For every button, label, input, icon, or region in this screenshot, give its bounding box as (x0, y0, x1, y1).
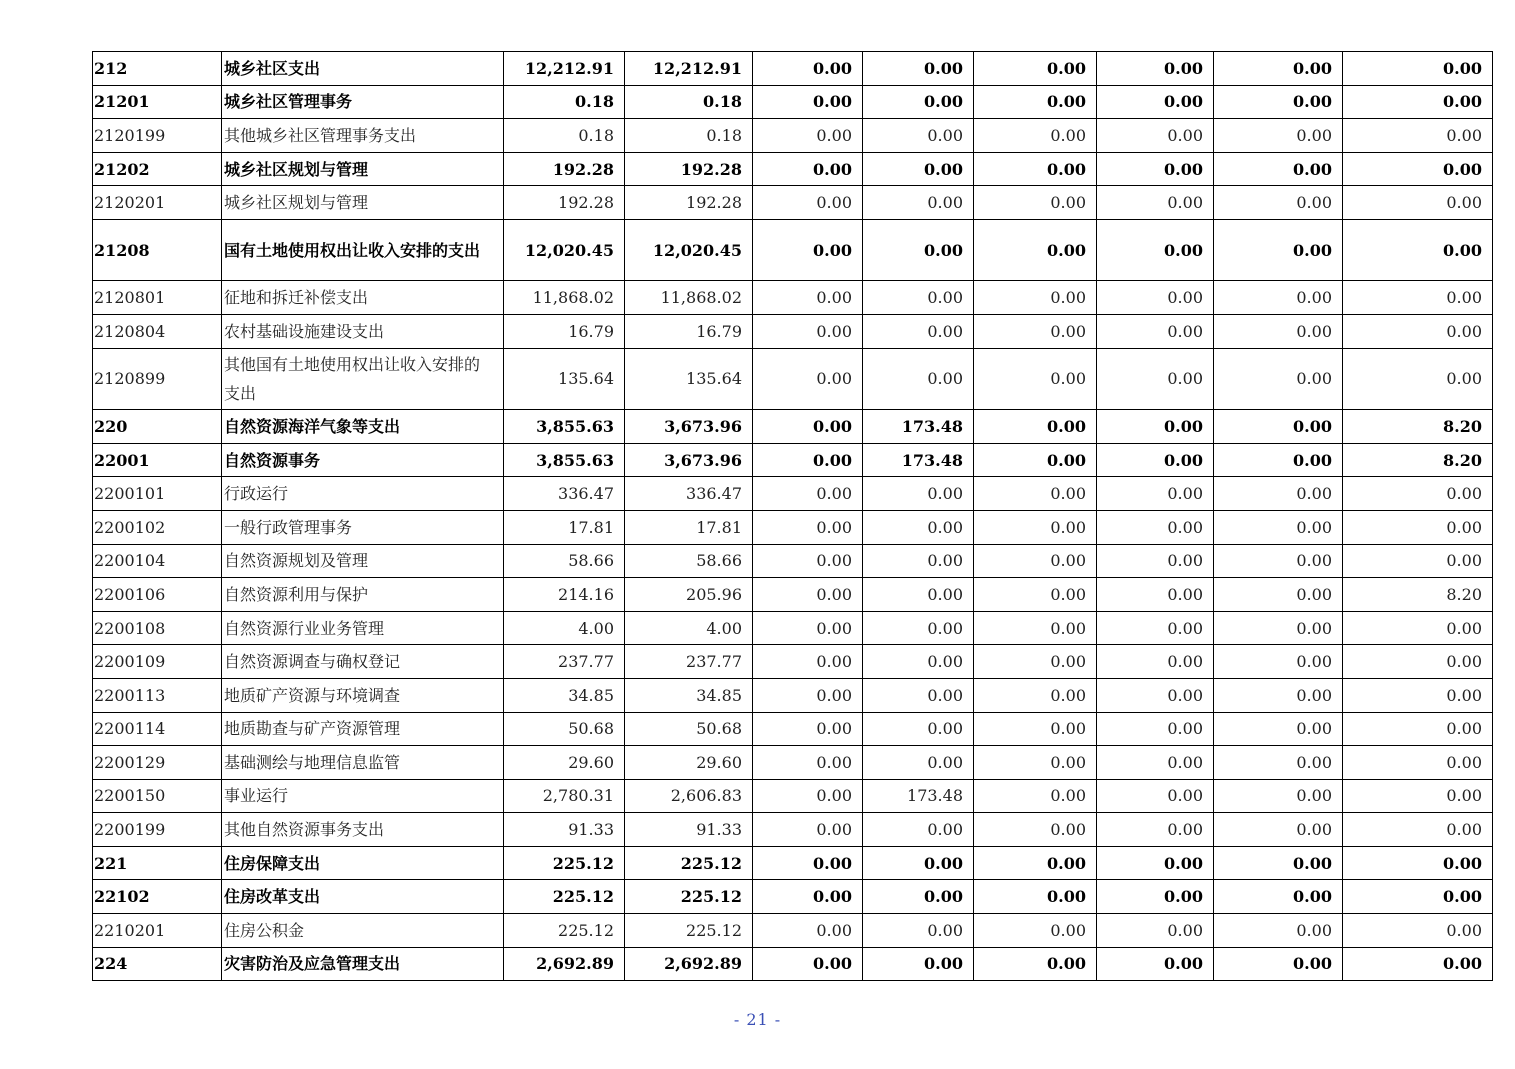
row-value-2: 0.18 (625, 119, 753, 153)
row-value-8: 0.00 (1343, 846, 1493, 880)
row-name: 自然资源利用与保护 (222, 578, 504, 612)
table-row (93, 119, 1493, 153)
table-row (93, 85, 1493, 119)
row-value-5: 0.00 (974, 510, 1097, 544)
row-value-2: 50.68 (625, 712, 753, 746)
row-value-2: 225.12 (625, 846, 753, 880)
row-value-2: 29.60 (625, 746, 753, 780)
row-value-3: 0.00 (753, 712, 863, 746)
row-value-4: 0.00 (863, 746, 974, 780)
row-name: 其他自然资源事务支出 (222, 813, 504, 847)
row-value-5: 0.00 (974, 846, 1097, 880)
row-name: 行政运行 (222, 477, 504, 511)
row-value-4: 0.00 (863, 712, 974, 746)
row-value-5: 0.00 (974, 578, 1097, 612)
row-value-4: 0.00 (863, 678, 974, 712)
row-value-5: 0.00 (974, 611, 1097, 645)
row-code: 2200114 (93, 712, 222, 746)
row-value-8: 0.00 (1343, 914, 1493, 948)
row-value-7: 0.00 (1214, 85, 1343, 119)
row-name: 自然资源事务 (222, 443, 504, 477)
table-row (93, 315, 1493, 349)
row-value-8: 0.00 (1343, 779, 1493, 813)
row-value-3: 0.00 (753, 947, 863, 981)
row-value-3: 0.00 (753, 846, 863, 880)
row-code: 212 (93, 52, 222, 86)
row-value-3: 0.00 (753, 678, 863, 712)
row-value-2: 225.12 (625, 914, 753, 948)
row-value-7: 0.00 (1214, 813, 1343, 847)
row-value-6: 0.00 (1097, 846, 1214, 880)
row-name: 自然资源调查与确权登记 (222, 645, 504, 679)
row-value-8: 0.00 (1343, 678, 1493, 712)
row-value-1: 17.81 (504, 510, 625, 544)
row-value-7: 0.00 (1214, 712, 1343, 746)
row-value-7: 0.00 (1214, 880, 1343, 914)
row-value-2: 3,673.96 (625, 410, 753, 444)
row-value-6: 0.00 (1097, 779, 1214, 813)
row-name: 住房保障支出 (222, 846, 504, 880)
row-code: 2200101 (93, 477, 222, 511)
row-value-3: 0.00 (753, 119, 863, 153)
row-value-5: 0.00 (974, 678, 1097, 712)
row-name: 自然资源规划及管理 (222, 544, 504, 578)
row-name: 地质矿产资源与环境调查 (222, 678, 504, 712)
row-value-1: 225.12 (504, 880, 625, 914)
row-value-5: 0.00 (974, 152, 1097, 186)
row-value-6: 0.00 (1097, 611, 1214, 645)
row-value-8: 8.20 (1343, 410, 1493, 444)
row-name: 灾害防治及应急管理支出 (222, 947, 504, 981)
row-value-1: 214.16 (504, 578, 625, 612)
row-value-4: 0.00 (863, 510, 974, 544)
row-value-7: 0.00 (1214, 846, 1343, 880)
row-name: 住房公积金 (222, 914, 504, 948)
row-code: 2200113 (93, 678, 222, 712)
table-row (93, 544, 1493, 578)
row-value-8: 0.00 (1343, 186, 1493, 220)
row-value-4: 0.00 (863, 315, 974, 349)
row-value-2: 58.66 (625, 544, 753, 578)
row-value-6: 0.00 (1097, 477, 1214, 511)
row-value-2: 237.77 (625, 645, 753, 679)
row-value-2: 2,692.89 (625, 947, 753, 981)
row-value-4: 0.00 (863, 914, 974, 948)
row-value-5: 0.00 (974, 544, 1097, 578)
row-name: 城乡社区支出 (222, 52, 504, 86)
row-value-8: 0.00 (1343, 947, 1493, 981)
row-value-6: 0.00 (1097, 119, 1214, 153)
row-value-2: 0.18 (625, 85, 753, 119)
row-value-2: 192.28 (625, 152, 753, 186)
row-value-6: 0.00 (1097, 914, 1214, 948)
row-value-6: 0.00 (1097, 712, 1214, 746)
row-value-1: 58.66 (504, 544, 625, 578)
row-value-5: 0.00 (974, 315, 1097, 349)
table-row (93, 846, 1493, 880)
row-value-1: 0.18 (504, 119, 625, 153)
row-code: 22102 (93, 880, 222, 914)
row-value-2: 11,868.02 (625, 281, 753, 315)
row-value-4: 173.48 (863, 410, 974, 444)
row-value-2: 205.96 (625, 578, 753, 612)
row-value-8: 0.00 (1343, 119, 1493, 153)
row-name: 农村基础设施建设支出 (222, 315, 504, 349)
row-value-7: 0.00 (1214, 678, 1343, 712)
row-value-7: 0.00 (1214, 219, 1343, 281)
row-name: 城乡社区管理事务 (222, 85, 504, 119)
row-value-6: 0.00 (1097, 544, 1214, 578)
row-value-6: 0.00 (1097, 152, 1214, 186)
table-row (93, 712, 1493, 746)
table-row (93, 880, 1493, 914)
row-value-6: 0.00 (1097, 219, 1214, 281)
row-value-3: 0.00 (753, 746, 863, 780)
row-value-6: 0.00 (1097, 281, 1214, 315)
row-value-1: 50.68 (504, 712, 625, 746)
row-value-4: 0.00 (863, 219, 974, 281)
row-code: 22001 (93, 443, 222, 477)
row-value-3: 0.00 (753, 611, 863, 645)
row-value-2: 34.85 (625, 678, 753, 712)
row-code: 2200104 (93, 544, 222, 578)
row-value-7: 0.00 (1214, 510, 1343, 544)
row-value-8: 0.00 (1343, 611, 1493, 645)
row-value-3: 0.00 (753, 578, 863, 612)
table-row (93, 746, 1493, 780)
table-row (93, 152, 1493, 186)
row-value-8: 0.00 (1343, 746, 1493, 780)
row-code: 2210201 (93, 914, 222, 948)
row-value-3: 0.00 (753, 779, 863, 813)
row-value-2: 91.33 (625, 813, 753, 847)
row-value-8: 0.00 (1343, 645, 1493, 679)
row-value-4: 0.00 (863, 578, 974, 612)
row-value-5: 0.00 (974, 281, 1097, 315)
row-value-4: 0.00 (863, 813, 974, 847)
row-value-3: 0.00 (753, 315, 863, 349)
row-value-4: 173.48 (863, 443, 974, 477)
row-code: 21201 (93, 85, 222, 119)
row-name: 征地和拆迁补偿支出 (222, 281, 504, 315)
row-value-2: 16.79 (625, 315, 753, 349)
row-code: 2200106 (93, 578, 222, 612)
row-value-3: 0.00 (753, 813, 863, 847)
row-value-4: 0.00 (863, 85, 974, 119)
row-value-6: 0.00 (1097, 315, 1214, 349)
row-name: 城乡社区规划与管理 (222, 152, 504, 186)
row-value-6: 0.00 (1097, 746, 1214, 780)
row-value-3: 0.00 (753, 410, 863, 444)
row-value-5: 0.00 (974, 712, 1097, 746)
row-value-8: 0.00 (1343, 85, 1493, 119)
row-value-3: 0.00 (753, 544, 863, 578)
row-value-7: 0.00 (1214, 52, 1343, 86)
row-value-2: 3,673.96 (625, 443, 753, 477)
row-value-4: 0.00 (863, 645, 974, 679)
row-value-4: 0.00 (863, 846, 974, 880)
row-value-3: 0.00 (753, 914, 863, 948)
row-value-4: 0.00 (863, 152, 974, 186)
row-value-5: 0.00 (974, 219, 1097, 281)
row-value-8: 0.00 (1343, 52, 1493, 86)
row-value-6: 0.00 (1097, 813, 1214, 847)
row-value-6: 0.00 (1097, 348, 1214, 410)
row-value-2: 135.64 (625, 348, 753, 410)
row-value-5: 0.00 (974, 645, 1097, 679)
row-value-8: 0.00 (1343, 880, 1493, 914)
table-row (93, 186, 1493, 220)
row-value-2: 2,606.83 (625, 779, 753, 813)
row-code: 2120804 (93, 315, 222, 349)
row-value-5: 0.00 (974, 186, 1097, 220)
row-value-6: 0.00 (1097, 410, 1214, 444)
table-row (93, 678, 1493, 712)
row-value-7: 0.00 (1214, 544, 1343, 578)
row-value-6: 0.00 (1097, 578, 1214, 612)
row-value-8: 0.00 (1343, 219, 1493, 281)
row-value-4: 0.00 (863, 281, 974, 315)
row-value-3: 0.00 (753, 477, 863, 511)
row-value-8: 0.00 (1343, 152, 1493, 186)
row-value-1: 29.60 (504, 746, 625, 780)
row-value-1: 3,855.63 (504, 443, 625, 477)
row-value-3: 0.00 (753, 219, 863, 281)
row-code: 2200199 (93, 813, 222, 847)
table-row (93, 477, 1493, 511)
row-value-7: 0.00 (1214, 119, 1343, 153)
row-value-1: 11,868.02 (504, 281, 625, 315)
row-value-7: 0.00 (1214, 477, 1343, 511)
row-value-3: 0.00 (753, 443, 863, 477)
row-value-8: 0.00 (1343, 544, 1493, 578)
row-value-2: 192.28 (625, 186, 753, 220)
row-code: 2120201 (93, 186, 222, 220)
table-row (93, 645, 1493, 679)
row-code: 2200150 (93, 779, 222, 813)
row-value-1: 192.28 (504, 186, 625, 220)
table-row (93, 779, 1493, 813)
row-value-1: 16.79 (504, 315, 625, 349)
row-value-1: 225.12 (504, 846, 625, 880)
row-value-7: 0.00 (1214, 281, 1343, 315)
row-value-7: 0.00 (1214, 186, 1343, 220)
row-value-4: 0.00 (863, 348, 974, 410)
row-name: 事业运行 (222, 779, 504, 813)
row-value-6: 0.00 (1097, 85, 1214, 119)
row-value-2: 12,020.45 (625, 219, 753, 281)
row-value-4: 0.00 (863, 52, 974, 86)
row-code: 220 (93, 410, 222, 444)
table-row (93, 348, 1493, 410)
row-value-2: 12,212.91 (625, 52, 753, 86)
row-value-1: 12,020.45 (504, 219, 625, 281)
row-code: 2120899 (93, 348, 222, 410)
row-name: 自然资源行业业务管理 (222, 611, 504, 645)
row-value-1: 34.85 (504, 678, 625, 712)
row-name: 地质勘查与矿产资源管理 (222, 712, 504, 746)
row-value-5: 0.00 (974, 410, 1097, 444)
row-name: 其他国有土地使用权出让收入安排的支出 (222, 348, 504, 410)
row-value-5: 0.00 (974, 947, 1097, 981)
row-value-1: 336.47 (504, 477, 625, 511)
row-value-3: 0.00 (753, 281, 863, 315)
row-value-5: 0.00 (974, 119, 1097, 153)
row-value-5: 0.00 (974, 85, 1097, 119)
row-code: 2120801 (93, 281, 222, 315)
row-value-1: 2,780.31 (504, 779, 625, 813)
row-value-7: 0.00 (1214, 152, 1343, 186)
row-value-6: 0.00 (1097, 186, 1214, 220)
row-value-1: 237.77 (504, 645, 625, 679)
row-value-3: 0.00 (753, 510, 863, 544)
row-value-7: 0.00 (1214, 779, 1343, 813)
row-code: 2200102 (93, 510, 222, 544)
table-row (93, 947, 1493, 981)
row-value-8: 0.00 (1343, 281, 1493, 315)
row-value-2: 4.00 (625, 611, 753, 645)
row-value-3: 0.00 (753, 348, 863, 410)
row-value-7: 0.00 (1214, 914, 1343, 948)
row-value-6: 0.00 (1097, 947, 1214, 981)
row-value-2: 225.12 (625, 880, 753, 914)
row-value-4: 0.00 (863, 477, 974, 511)
row-code: 2120199 (93, 119, 222, 153)
row-value-5: 0.00 (974, 914, 1097, 948)
row-value-1: 4.00 (504, 611, 625, 645)
row-value-7: 0.00 (1214, 348, 1343, 410)
table-row (93, 281, 1493, 315)
row-code: 21208 (93, 219, 222, 281)
row-value-3: 0.00 (753, 645, 863, 679)
row-value-5: 0.00 (974, 813, 1097, 847)
table-row (93, 578, 1493, 612)
row-value-1: 12,212.91 (504, 52, 625, 86)
row-value-3: 0.00 (753, 152, 863, 186)
row-name: 基础测绘与地理信息监管 (222, 746, 504, 780)
row-code: 2200129 (93, 746, 222, 780)
row-value-1: 135.64 (504, 348, 625, 410)
row-value-5: 0.00 (974, 477, 1097, 511)
row-value-1: 225.12 (504, 914, 625, 948)
table-row (93, 813, 1493, 847)
row-value-4: 173.48 (863, 779, 974, 813)
row-value-7: 0.00 (1214, 611, 1343, 645)
page-number: - 21 - (733, 1010, 782, 1029)
row-value-8: 0.00 (1343, 712, 1493, 746)
row-value-1: 0.18 (504, 85, 625, 119)
row-value-6: 0.00 (1097, 52, 1214, 86)
row-value-7: 0.00 (1214, 410, 1343, 444)
row-value-8: 0.00 (1343, 813, 1493, 847)
row-code: 224 (93, 947, 222, 981)
row-code: 2200108 (93, 611, 222, 645)
row-value-1: 2,692.89 (504, 947, 625, 981)
row-value-7: 0.00 (1214, 578, 1343, 612)
row-value-5: 0.00 (974, 348, 1097, 410)
row-value-7: 0.00 (1214, 443, 1343, 477)
row-code: 21202 (93, 152, 222, 186)
row-value-7: 0.00 (1214, 315, 1343, 349)
row-name: 自然资源海洋气象等支出 (222, 410, 504, 444)
row-name: 住房改革支出 (222, 880, 504, 914)
row-name: 一般行政管理事务 (222, 510, 504, 544)
row-value-5: 0.00 (974, 779, 1097, 813)
table-body (93, 52, 1493, 981)
row-value-8: 0.00 (1343, 348, 1493, 410)
row-value-8: 0.00 (1343, 477, 1493, 511)
row-name: 城乡社区规划与管理 (222, 186, 504, 220)
row-value-5: 0.00 (974, 746, 1097, 780)
table-row (93, 52, 1493, 86)
row-value-3: 0.00 (753, 186, 863, 220)
budget-table (92, 51, 1493, 981)
row-value-8: 0.00 (1343, 510, 1493, 544)
row-value-4: 0.00 (863, 947, 974, 981)
row-value-1: 192.28 (504, 152, 625, 186)
table-row (93, 914, 1493, 948)
row-value-8: 8.20 (1343, 578, 1493, 612)
row-value-5: 0.00 (974, 443, 1097, 477)
table-row (93, 410, 1493, 444)
row-code: 221 (93, 846, 222, 880)
row-value-5: 0.00 (974, 880, 1097, 914)
row-value-5: 0.00 (974, 52, 1097, 86)
table-row (93, 510, 1493, 544)
row-value-3: 0.00 (753, 52, 863, 86)
row-value-4: 0.00 (863, 119, 974, 153)
row-value-2: 336.47 (625, 477, 753, 511)
row-value-4: 0.00 (863, 611, 974, 645)
row-value-4: 0.00 (863, 544, 974, 578)
row-value-1: 3,855.63 (504, 410, 625, 444)
row-name: 国有土地使用权出让收入安排的支出 (222, 219, 504, 281)
table-row (93, 443, 1493, 477)
table-row (93, 611, 1493, 645)
row-value-8: 0.00 (1343, 315, 1493, 349)
row-value-8: 8.20 (1343, 443, 1493, 477)
table-row (93, 219, 1493, 281)
row-value-7: 0.00 (1214, 746, 1343, 780)
row-value-3: 0.00 (753, 880, 863, 914)
row-code: 2200109 (93, 645, 222, 679)
row-value-6: 0.00 (1097, 678, 1214, 712)
row-value-6: 0.00 (1097, 443, 1214, 477)
row-value-6: 0.00 (1097, 645, 1214, 679)
row-value-6: 0.00 (1097, 880, 1214, 914)
row-value-1: 91.33 (504, 813, 625, 847)
row-value-3: 0.00 (753, 85, 863, 119)
row-value-7: 0.00 (1214, 645, 1343, 679)
row-value-6: 0.00 (1097, 510, 1214, 544)
row-value-7: 0.00 (1214, 947, 1343, 981)
row-value-4: 0.00 (863, 880, 974, 914)
row-value-2: 17.81 (625, 510, 753, 544)
row-value-4: 0.00 (863, 186, 974, 220)
row-name: 其他城乡社区管理事务支出 (222, 119, 504, 153)
